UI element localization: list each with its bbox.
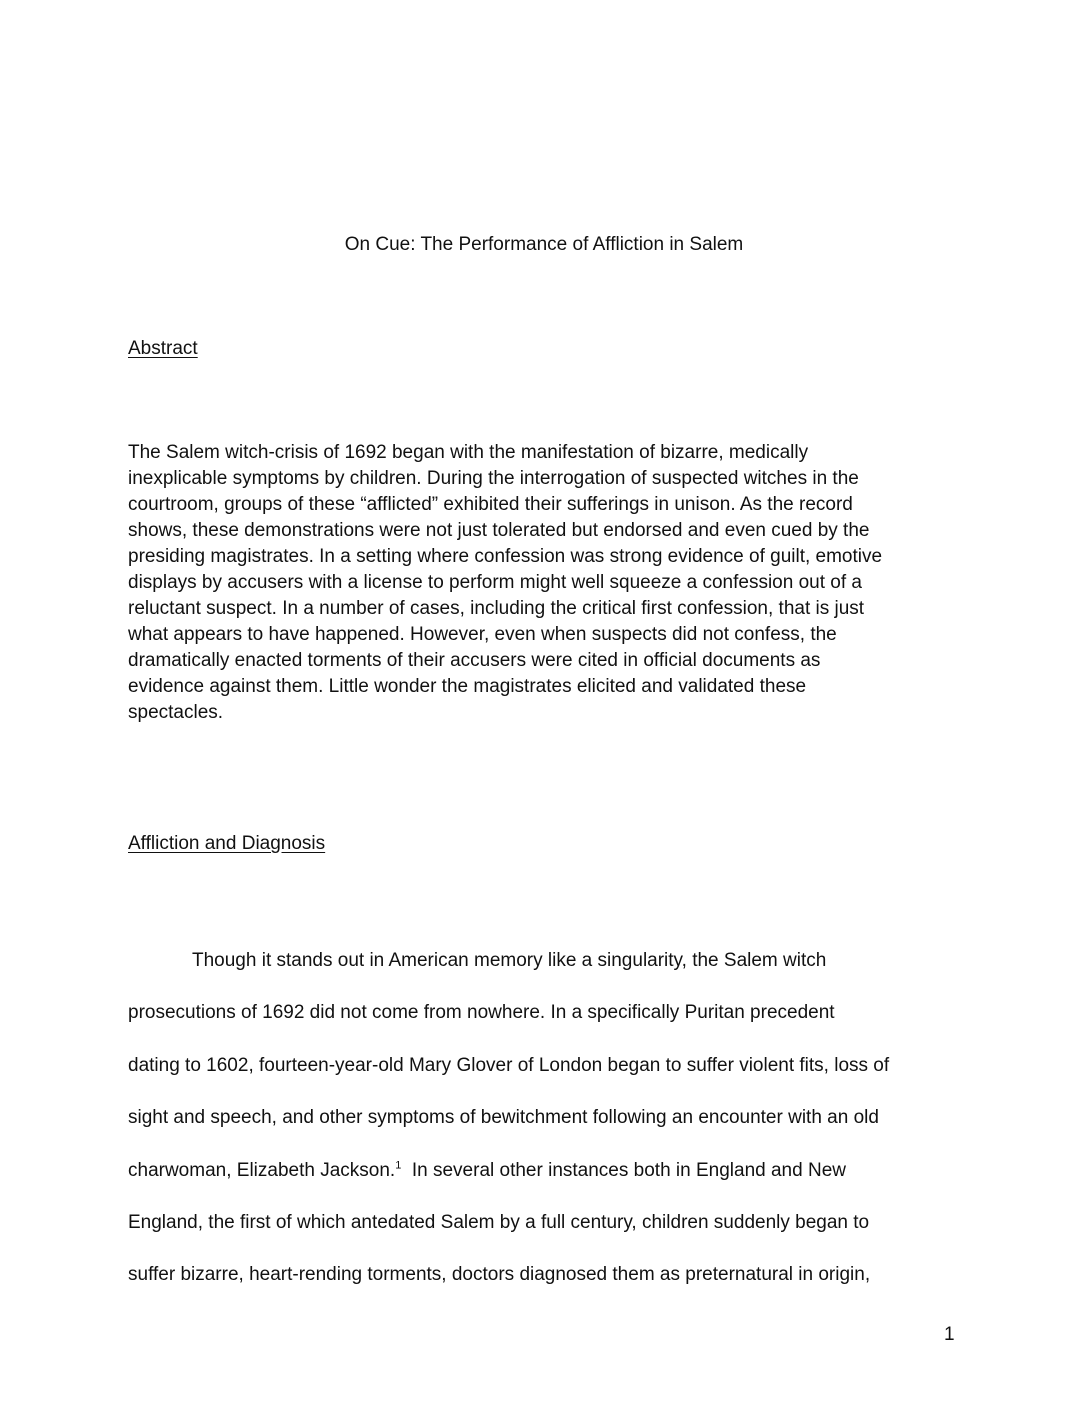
body-line: dating to 1602, fourteen-year-old Mary Glover of London began to suffer violent fits, loss of xyxy=(128,1054,890,1076)
abstract-line: The Salem witch-crisis of 1692 began with the manifestation of bizarre, medically xyxy=(128,442,809,463)
footnote-marker[interactable]: 1 xyxy=(395,1159,402,1172)
abstract-line: dramatically enacted torments of their accusers were cited in official documents as xyxy=(128,650,821,671)
body-line-start: charwoman, Elizabeth Jackson. xyxy=(128,1159,396,1181)
abstract-line: inexplicable symptoms by children. During the interrogation of suspected witches in the xyxy=(128,468,859,489)
body-paragraph xyxy=(128,935,960,1302)
body-line: England, the first of which antedated Salem by a full century, children suddenly began to xyxy=(128,1212,870,1234)
abstract-line: presiding magistrates. In a setting where confession was strong evidence of guilt, emotive xyxy=(128,546,883,567)
abstract-line: reluctant suspect. In a number of cases, including the critical first confession, that is just xyxy=(128,598,865,619)
abstract-line: shows, these demonstrations were not just tolerated but endorsed and even cued by the xyxy=(128,520,870,541)
body-line: prosecutions of 1692 did not come from nowhere. In a specifically Puritan precedent xyxy=(128,1002,835,1024)
body-line-end: In several other instances both in England and New xyxy=(401,1159,846,1181)
body-line: sight and speech, and other symptoms of bewitchment following an encounter with an old xyxy=(128,1107,879,1129)
page-number: 1 xyxy=(944,1324,955,1345)
abstract-line: spectacles. xyxy=(128,702,224,723)
body-line: Though it stands out in American memory like a singularity, the Salem witch xyxy=(192,950,827,971)
abstract-heading: Abstract xyxy=(128,338,198,359)
document-title: On Cue: The Performance of Affliction in Salem xyxy=(344,234,744,255)
abstract-line: courtroom, groups of these “afflicted” exhibited their sufferings in unison. As the record xyxy=(128,494,853,515)
section-heading: Affliction and Diagnosis xyxy=(128,833,326,854)
body-line-with-footnote xyxy=(128,1145,960,1197)
abstract-line: displays by accusers with a license to perform might well squeeze a confession out of a xyxy=(128,572,862,593)
abstract-line: evidence against them. Little wonder the magistrates elicited and validated these xyxy=(128,676,807,697)
abstract-paragraph xyxy=(128,440,960,726)
body-line: suffer bizarre, heart-rending torments, doctors diagnosed them as preternatural in origin, xyxy=(128,1264,871,1286)
abstract-line: what appears to have happened. However, even when suspects did not confess, the xyxy=(128,624,837,645)
